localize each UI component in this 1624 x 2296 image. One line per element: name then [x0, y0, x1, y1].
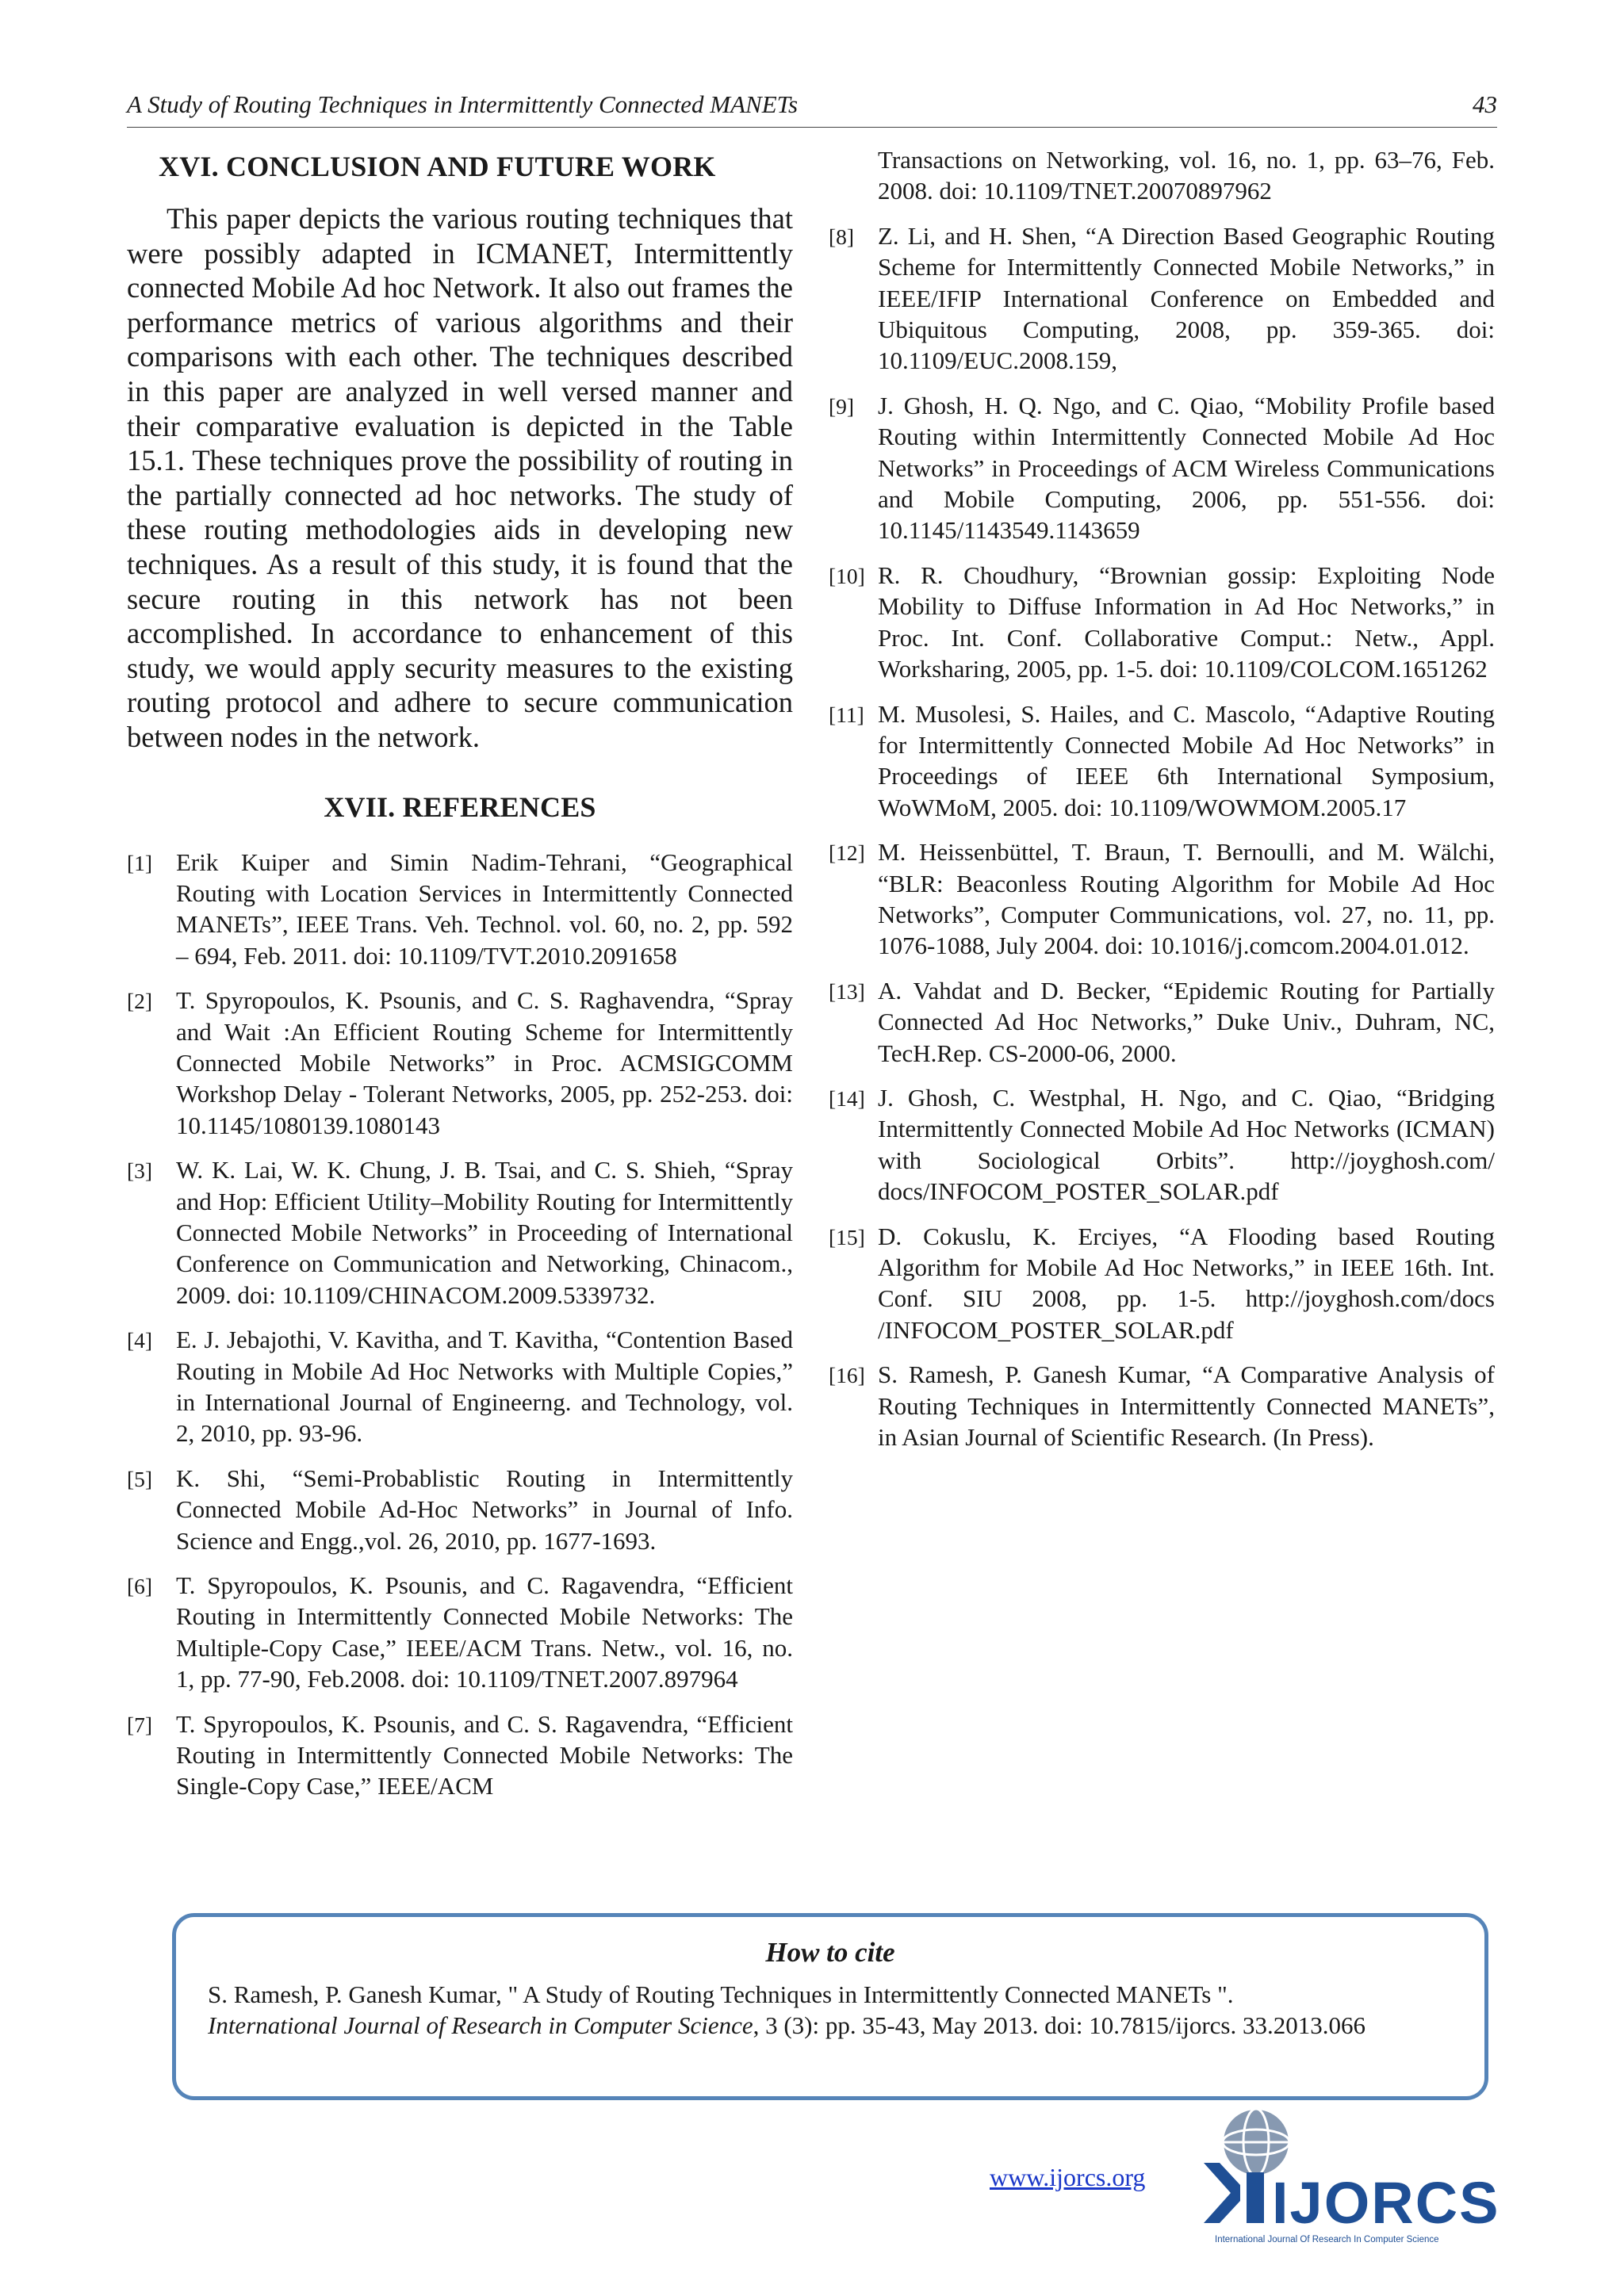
- reference-item: [127, 1154, 793, 1311]
- reference-text: M. Musolesi, S. Hailes, and C. Mascolo, “Adaptive Routing for Intermittently Connected Mobile Ad Hoc Networks” in Proceedings of IEEE 6th International Symposium, WoWMoM, 2005. doi: 10.1109/WOWMOM.2005.17: [878, 699, 1495, 821]
- reference-item: [829, 975, 1495, 1069]
- reference-number: [12]: [829, 840, 865, 866]
- reference-text: A. Vahdat and D. Becker, “Epidemic Routing for Partially Connected Ad Hoc Networks,” Duke Univ., Duhram, NC, TecH.Rep. CS-2000-06, 2000.: [878, 976, 1495, 1067]
- reference-number: [1]: [127, 850, 153, 875]
- reference-item: [127, 985, 793, 1141]
- reference-item: [829, 1221, 1495, 1346]
- reference-number: [6]: [127, 1574, 153, 1599]
- reference-number: [2]: [127, 989, 153, 1014]
- citation-journal: International Journal of Research in Computer Science: [208, 2011, 753, 2039]
- reference-text: W. K. Lai, W. K. Chung, J. B. Tsai, and C. S. Shieh, “Spray and Hop: Efficient Utility–Mobility Routing for Intermittently Connected Mobile Networks” in Proceeding of International Conference on Communication and Networking, Chinacom., 2009. doi: 10.1109/CHINACOM.2009.5339732.: [176, 1156, 793, 1309]
- reference-text: T. Spyropoulos, K. Psounis, and C. S. Ragavendra, “Efficient Routing in Intermittently Connected Mobile Networks: The Single-Copy Case,” IEEE/ACM: [176, 1709, 793, 1800]
- reference-text: R. R. Choudhury, “Brownian gossip: Exploiting Node Mobility to Diffuse Information in Ad Hoc Networks,” in Proc. Int. Conf. Collaborative Comput.: Netw., Appl. Worksharing, 2005, pp. 1-5. doi: 10.1109/COLCOM.1651262: [878, 561, 1495, 683]
- reference-number: [13]: [829, 978, 865, 1004]
- reference-number: [3]: [127, 1158, 153, 1184]
- reference-text: Erik Kuiper and Simin Nadim-Tehrani, “Geographical Routing with Location Services in Intermittently Connected MANETs”, IEEE Trans. Veh. Technol. vol. 60, no. 2, pp. 592 – 694, Feb. 2011. doi: 10.1109/TVT.2010.2091658: [176, 848, 793, 970]
- reference-number: [11]: [829, 702, 864, 727]
- reference-item: [829, 836, 1495, 962]
- reference-item: [127, 1324, 793, 1449]
- right-column: [829, 144, 1495, 1466]
- reference-text: K. Shi, “Semi-Probablistic Routing in Intermittently Connected Mobile Ad-Hoc Networks” in Journal of Info. Science and Engg.,vol. 26, 2010, pp. 1677-1693.: [176, 1464, 793, 1555]
- reference-text: T. Spyropoulos, K. Psounis, and C. S. Raghavendra, “Spray and Wait :An Efficient Routing Scheme for Intermittently Connected Mobile Networks” in Proc. ACMSIGCOMM Workshop Delay - Tolerant Networks, 2005, pp. 252-253. doi: 10.1145/1080139.1080143: [176, 986, 793, 1139]
- reference-text: S. Ramesh, P. Ganesh Kumar, “A Comparative Analysis of Routing Techniques in Intermittently Connected MANETs”, in Asian Journal of Scientific Research. (In Press).: [878, 1360, 1495, 1452]
- reference-list-right: [829, 220, 1495, 1453]
- reference-item: [127, 847, 793, 972]
- running-title: A Study of Routing Techniques in Intermittently Connected MANETs: [127, 90, 799, 118]
- reference-item: [127, 1570, 793, 1695]
- reference-item: [127, 1709, 793, 1802]
- header-rule: [127, 127, 1497, 128]
- reference-number: [15]: [829, 1224, 865, 1249]
- citation-authors-title: S. Ramesh, P. Ganesh Kumar, " A Study of Routing Techniques in Intermittently Connected MANETs ".: [208, 1980, 1234, 2008]
- reference-text: J. Ghosh, H. Q. Ngo, and C. Qiao, “Mobility Profile based Routing within Intermittently Connected Mobile Ad Hoc Networks” in Proceedings of ACM Wireless Communications and Mobile Computing, 2006, pp. 551-556. doi: 10.1145/1143549.1143659: [878, 391, 1495, 545]
- reference-number: [14]: [829, 1085, 865, 1111]
- journal-website-link[interactable]: www.ijorcs.org: [990, 2163, 1146, 2191]
- how-to-cite-heading: How to cite: [765, 1937, 895, 1968]
- conclusion-body: This paper depicts the various routing techniques that were possibly adapted in ICMANET, Intermittently connected Mobile Ad hoc Network. It also out frames the performance metrics of various algorithms and their comparisons with each other. The techniques described in this paper are analyzed in well versed manner and their comparative evaluation is depicted in the Table 15.1. These techniques prove the possibility of routing in the partially connected ad hoc networks. The study of these routing methodologies aids in developing new techniques. As a result of this study, it is found that the secure routing in this network has not been accomplished. In accordance to enhancement of this study, we would apply security measures to the existing routing protocol and adhere to secure communication between nodes in the network.: [127, 202, 793, 753]
- reference-text: T. Spyropoulos, K. Psounis, and C. Ragavendra, “Efficient Routing in Intermittently Connected Mobile Networks: The Multiple-Copy Case,” IEEE/ACM Trans. Netw., vol. 16, no. 1, pp. 77-90, Feb.2008. doi: 10.1109/TNET.2007.897964: [176, 1571, 793, 1693]
- how-to-cite-box: [172, 1913, 1488, 2100]
- reference-number: [16]: [829, 1363, 865, 1388]
- reference-number: [7]: [127, 1712, 153, 1737]
- logo-wordmark: IJORCS: [1272, 2170, 1500, 2236]
- reference-text: M. Heissenbüttel, T. Braun, T. Bernoulli, and M. Wälchi, “BLR: Beaconless Routing Algorithm for Mobile Ad Hoc Networks”, Computer Communications, vol. 27, no. 11, pp. 1076-1088, July 2004. doi: 10.1016/j.comcom.2004.01.012.: [878, 838, 1495, 960]
- reference-continuation: Transactions on Networking, vol. 16, no. 1, pp. 63–76, Feb. 2008. doi: 10.1109/TNET.20070897962: [878, 146, 1495, 205]
- reference-item: [829, 560, 1495, 685]
- citation-details: , 3 (3): pp. 35-43, May 2013. doi: 10.7815/ijorcs. 33.2013.066: [753, 2011, 1365, 2039]
- left-column: [127, 144, 793, 1816]
- references-heading: XVII. REFERENCES: [324, 790, 596, 823]
- reference-number: [4]: [127, 1328, 153, 1353]
- ijorcs-logo: [1199, 2099, 1500, 2258]
- reference-text: Z. Li, and H. Shen, “A Direction Based Geographic Routing Scheme for Intermittently Connected Mobile Networks,” in IEEE/IFIP International Conference on Embedded and Ubiquitous Computing, 2008, pp. 359-365. doi: 10.1109/EUC.2008.159,: [878, 221, 1495, 375]
- citation-text: [208, 1979, 1453, 2041]
- reference-text: E. J. Jebajothi, V. Kavitha, and T. Kavitha, “Contention Based Routing in Mobile Ad Hoc Networks with Multiple Copies,” in International Journal of Engineerng. and Technology, vol. 2, 2010, pp. 93-96.: [176, 1326, 793, 1448]
- reference-number: [8]: [829, 224, 855, 249]
- reference-item: [829, 1359, 1495, 1452]
- conclusion-heading: XVI. CONCLUSION AND FUTURE WORK: [159, 151, 716, 182]
- reference-text: D. Cokuslu, K. Erciyes, “A Flooding based Routing Algorithm for Mobile Ad Hoc Networks,” in IEEE 16th. Int. Conf. SIU 2008, pp. 1-5. http://joyghosh.com/docs /INFOCOM_POSTER_SOLAR.pdf: [878, 1222, 1495, 1344]
- page-number: 43: [1473, 90, 1497, 118]
- logo-tagline: International Journal Of Research In Computer Science: [1215, 2235, 1439, 2244]
- reference-number: [9]: [829, 393, 855, 419]
- reference-item: [829, 698, 1495, 824]
- reference-number: [5]: [127, 1466, 153, 1491]
- reference-item: [829, 220, 1495, 377]
- globe-icon: [1223, 2109, 1289, 2175]
- reference-text: J. Ghosh, C. Westphal, H. Ngo, and C. Qiao, “Bridging Intermittently Connected Mobile Ad Hoc Networks (ICMAN) with Sociological Orbits”. http://joyghosh.com/ docs/INFOCOM_POSTER_SOLAR.pdf: [878, 1083, 1495, 1206]
- reference-item: [829, 1082, 1495, 1207]
- reference-number: [10]: [829, 563, 865, 588]
- reference-list-left: [127, 847, 793, 1802]
- reference-item: [127, 1463, 793, 1556]
- reference-item: [829, 390, 1495, 546]
